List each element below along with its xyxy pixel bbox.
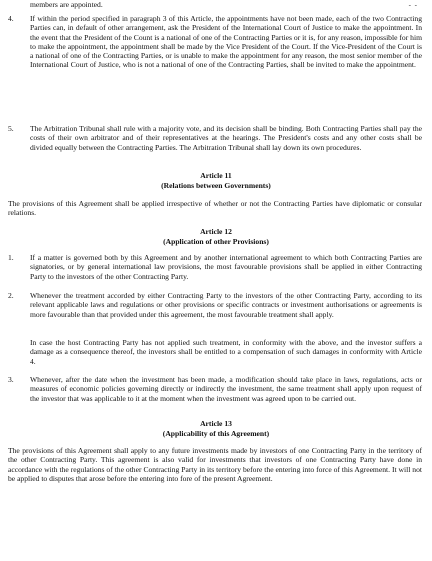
paragraph-text: Whenever, after the date when the investment has been made, a modification should take place in laws, regulations, acts or measures of economic policies governing directly or indirectly the investment, the same treatment shall apply upon request of the investor that was applicable to it at the moment when the investment was agreed upon to be carried out. xyxy=(30,375,422,403)
corner-mark: - - xyxy=(408,1,418,9)
paragraph-number: 1. xyxy=(8,253,14,262)
paragraph-5 xyxy=(8,124,422,152)
paragraph-number: 4. xyxy=(8,14,14,23)
paragraph-number: 2. xyxy=(8,291,14,300)
paragraph-number: 5. xyxy=(8,124,14,133)
article-13-text: The provisions of this Agreement shall apply to any future investments made by investors of one Contracting Party in the territory of the other Contracting Party. This agreement is also valid for investments that investors of one Contracting Party have done in accordance with the regulations of the other Contracting Party in its territory before the entering into force of this Agreement. It will not be applied to disputes that arose before the entering into fore of the present Agreement. xyxy=(8,446,422,483)
paragraph-text: If within the period specified in paragraph 3 of this Article, the appointments have not been made, each of the two Contracting Parties can, in default of other arrangement, ask the President of the International Court of Justice to make the appointment. In the event that the President of the Count is a national of one of the Contracting Parties or it is, for any reason, impossible for him to make the appointment, the appointment shall be made by the Vice President of the Court. If the Vice-President of the Court is a national of one of the Contracting Parties, or is unable to make the appointment for any reason, the most senior member of the International Court of Justice, who is not a national of one of the Contracting Parties, shall be invited to make the appointment. xyxy=(30,14,422,70)
article-12-item-3 xyxy=(8,375,422,403)
article-13-title: Article 13 xyxy=(200,419,232,428)
article-12-item-1 xyxy=(8,253,422,281)
paragraph-text: The Arbitration Tribunal shall rule with a majority vote, and its decision shall be binding. Both Contracting Parties shall pay the costs of their own arbitrator and of their representatives at the hearings. The President's costs and any other costs shall be divided equally between the Contracting Parties. The Arbitration Tribunal shall lay down its own procedures. xyxy=(30,124,422,152)
article-12-item-2-continuation: In case the host Contracting Party has not applied such treatment, in conformity with the above, and the investor suffers a damage as a consequence thereof, the investors shall be entitled to a compensation of such damages in conformity with Article 4. xyxy=(30,338,422,366)
article-13-subtitle: (Applicability of this Agreement) xyxy=(162,429,270,438)
article-12-item-2 xyxy=(8,291,422,319)
paragraph-text: If a matter is governed both by this Agreement and by another international agreement to which both Contracting Parties are signatories, or by general international law provisions, the most favourable provisions shall be applied in either Contracting Party to the investors of the other Contracting Party. xyxy=(30,253,422,281)
paragraph-number: 3. xyxy=(8,375,14,384)
paragraph-text: Whenever the treatment accorded by either Contracting Party to the investors of the other Contracting Party, according to its relevant applicable laws and regulations or other provisions or specific contracts or investment authorisations or agreements is more favourable than that provided under this agreement, the most favourable treatment shall apply. xyxy=(30,291,422,319)
article-12-title: Article 12 xyxy=(200,227,232,236)
intro-line: members are appointed. xyxy=(30,0,103,9)
article-12-subtitle: (Application of other Provisions) xyxy=(163,237,269,246)
article-11-text: The provisions of this Agreement shall be applied irrespective of whether or not the Contracting Parties have diplomatic or consular relations. xyxy=(8,199,422,218)
article-11-title: Article 11 xyxy=(200,171,232,180)
article-11-subtitle: (Relations between Governments) xyxy=(161,181,271,190)
paragraph-4 xyxy=(8,14,422,70)
